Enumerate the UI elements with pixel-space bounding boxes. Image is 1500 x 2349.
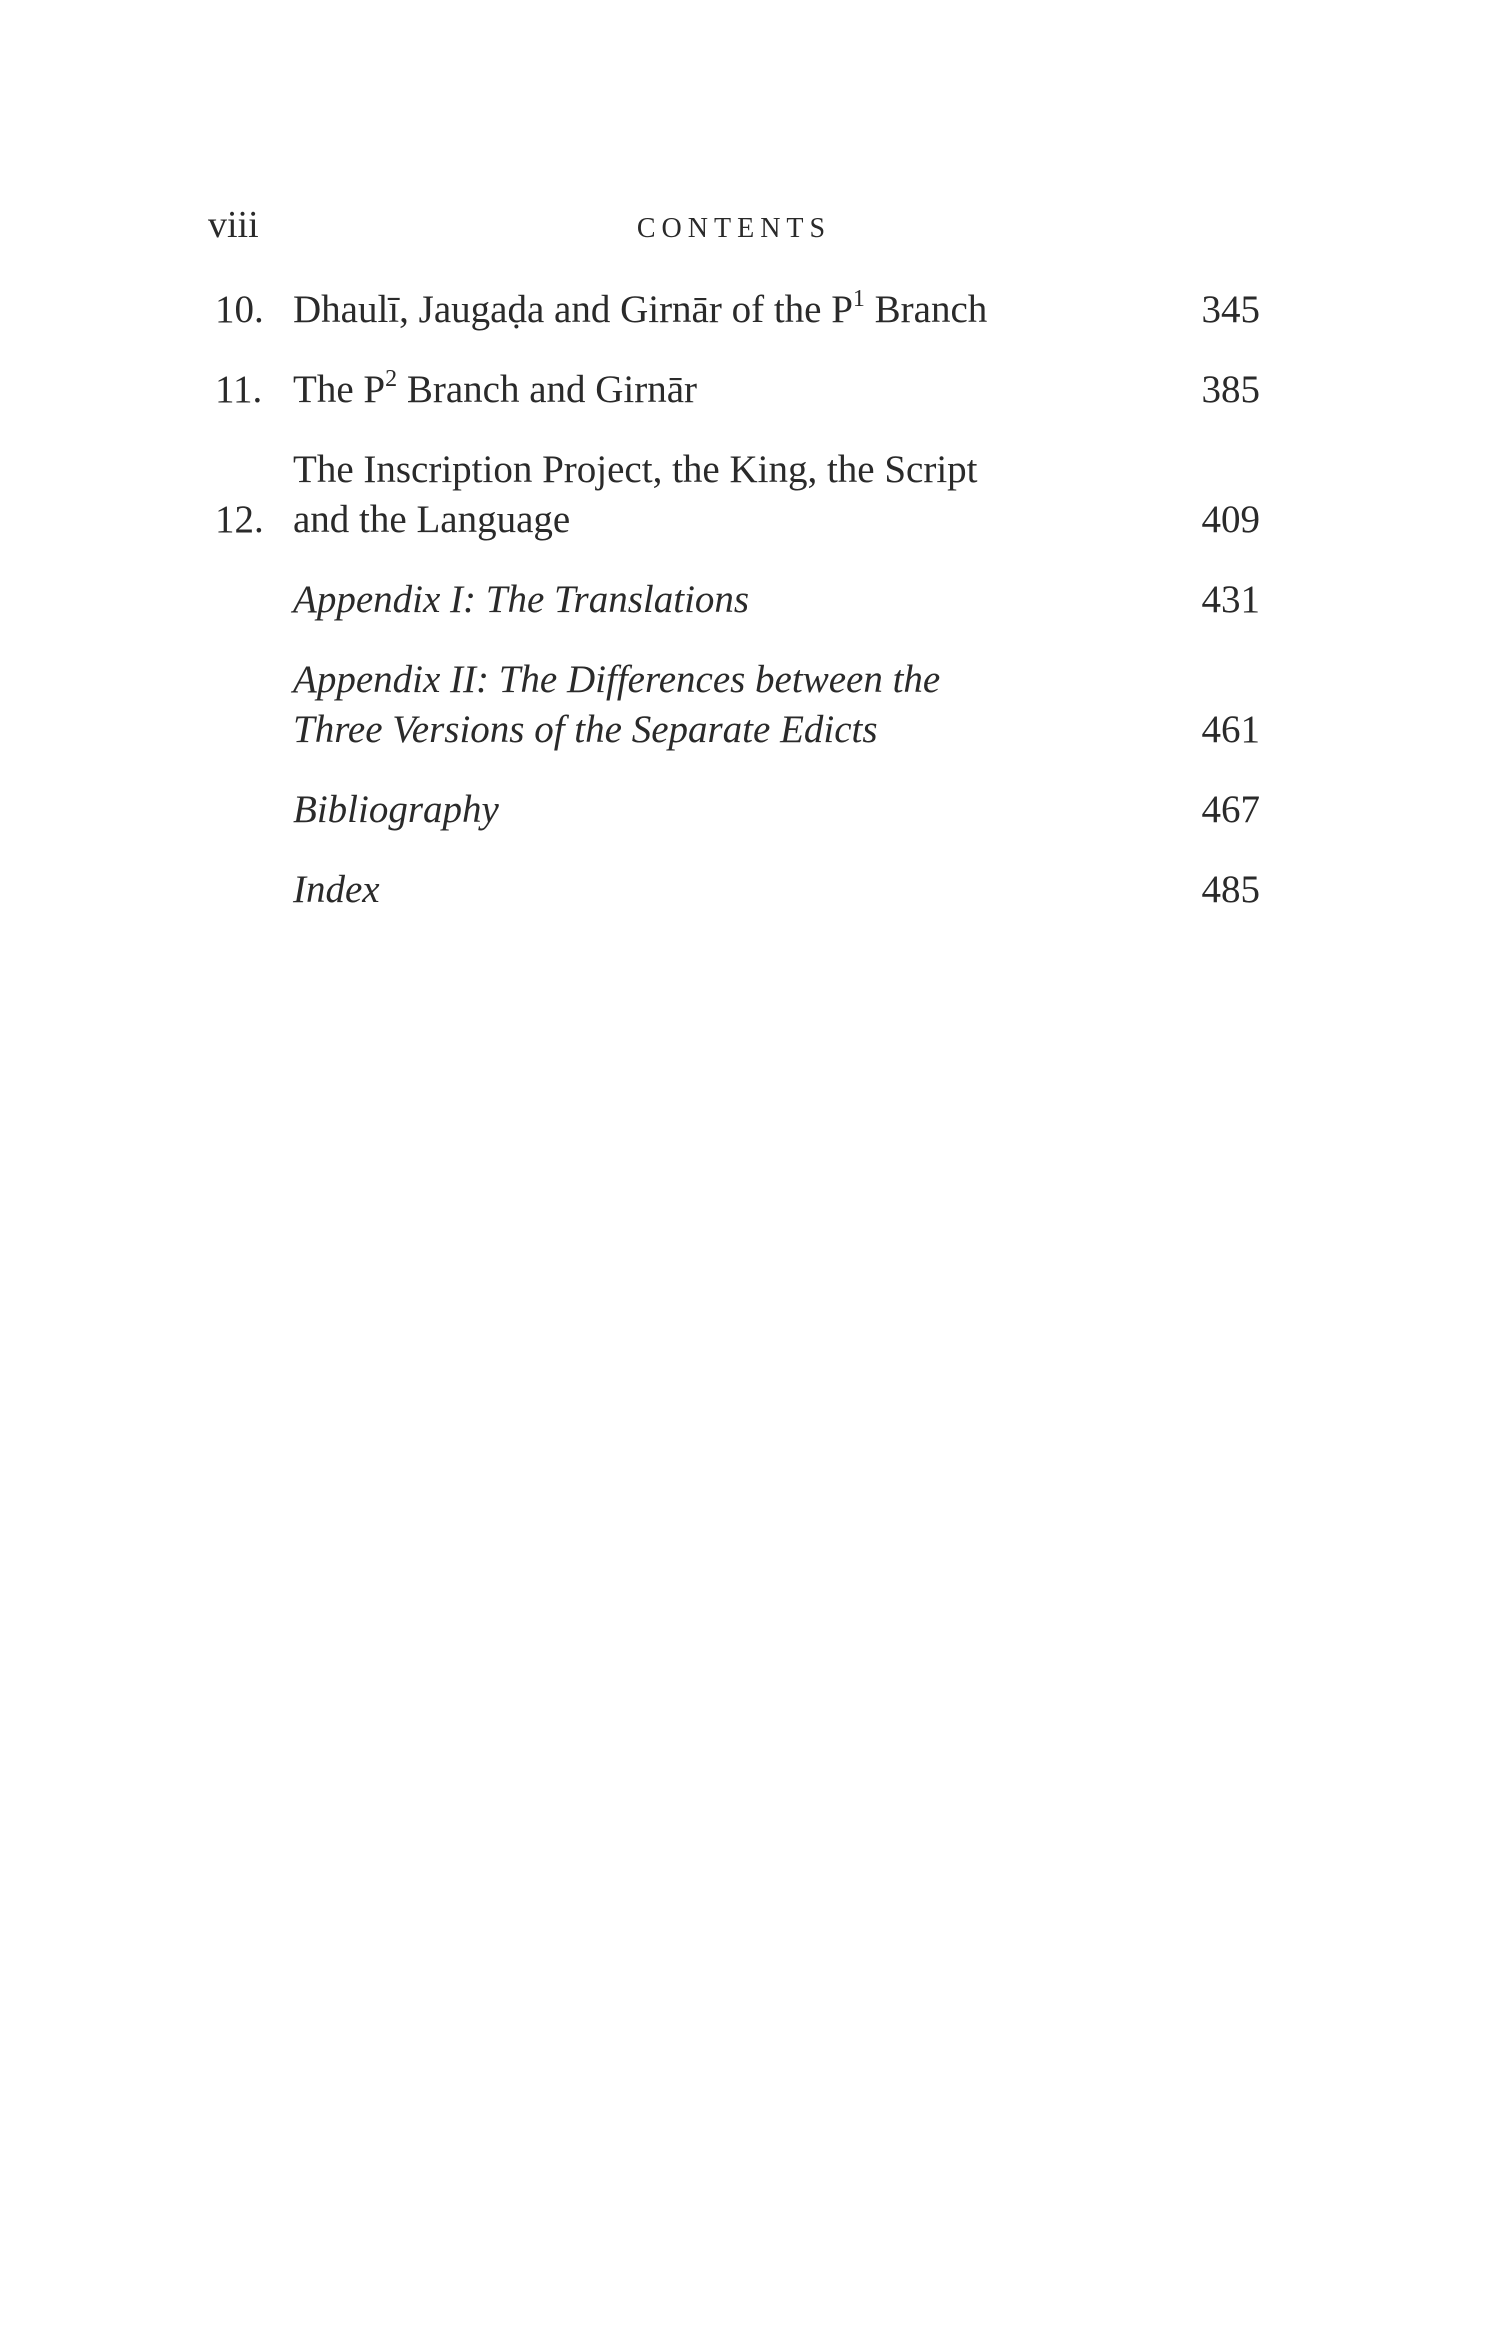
appendix-title: Appendix II: The Differences between the Three Versions of the Separate Edicts [293, 658, 941, 751]
superscript: 1 [852, 286, 865, 312]
chapter-title: The Inscription Project, the King, the Script and the Language [293, 448, 978, 541]
chapter-number: 11. [215, 368, 263, 411]
appendix-title: Appendix I: The Translations [293, 578, 750, 621]
toc-entry-chapter-12[interactable] [215, 445, 1260, 545]
page-ref: 385 [1201, 368, 1260, 411]
page-ref: 461 [1201, 708, 1260, 751]
page-number: viii [208, 204, 259, 246]
superscript: 2 [385, 366, 398, 392]
page-ref: 345 [1201, 288, 1260, 331]
chapter-number: 10. [215, 288, 264, 331]
toc-entry-appendix-2[interactable] [215, 655, 1260, 755]
index-title: Index [293, 868, 380, 911]
toc-entry-index[interactable] [215, 865, 1260, 915]
toc-entry-chapter-10[interactable] [215, 285, 1260, 335]
page-ref: 485 [1201, 868, 1260, 911]
chapter-title: Dhaulī, Jaugaḍa and Girnār of the $P^1$ Branch [293, 286, 988, 331]
toc-entry-chapter-11[interactable] [215, 365, 1260, 415]
page-header [208, 200, 1260, 250]
table-of-contents [215, 285, 1260, 945]
running-head: CONTENTS [636, 213, 832, 244]
page-ref: 431 [1201, 578, 1260, 621]
chapter-number: 12. [215, 498, 264, 541]
page-ref: 467 [1201, 788, 1260, 831]
page-ref: 409 [1201, 498, 1260, 541]
toc-entry-bibliography[interactable] [215, 785, 1260, 835]
toc-entry-appendix-1[interactable] [215, 575, 1260, 625]
chapter-title: The $P^2$ Branch and Girnār [293, 366, 698, 411]
bibliography-title: Bibliography [293, 788, 499, 831]
